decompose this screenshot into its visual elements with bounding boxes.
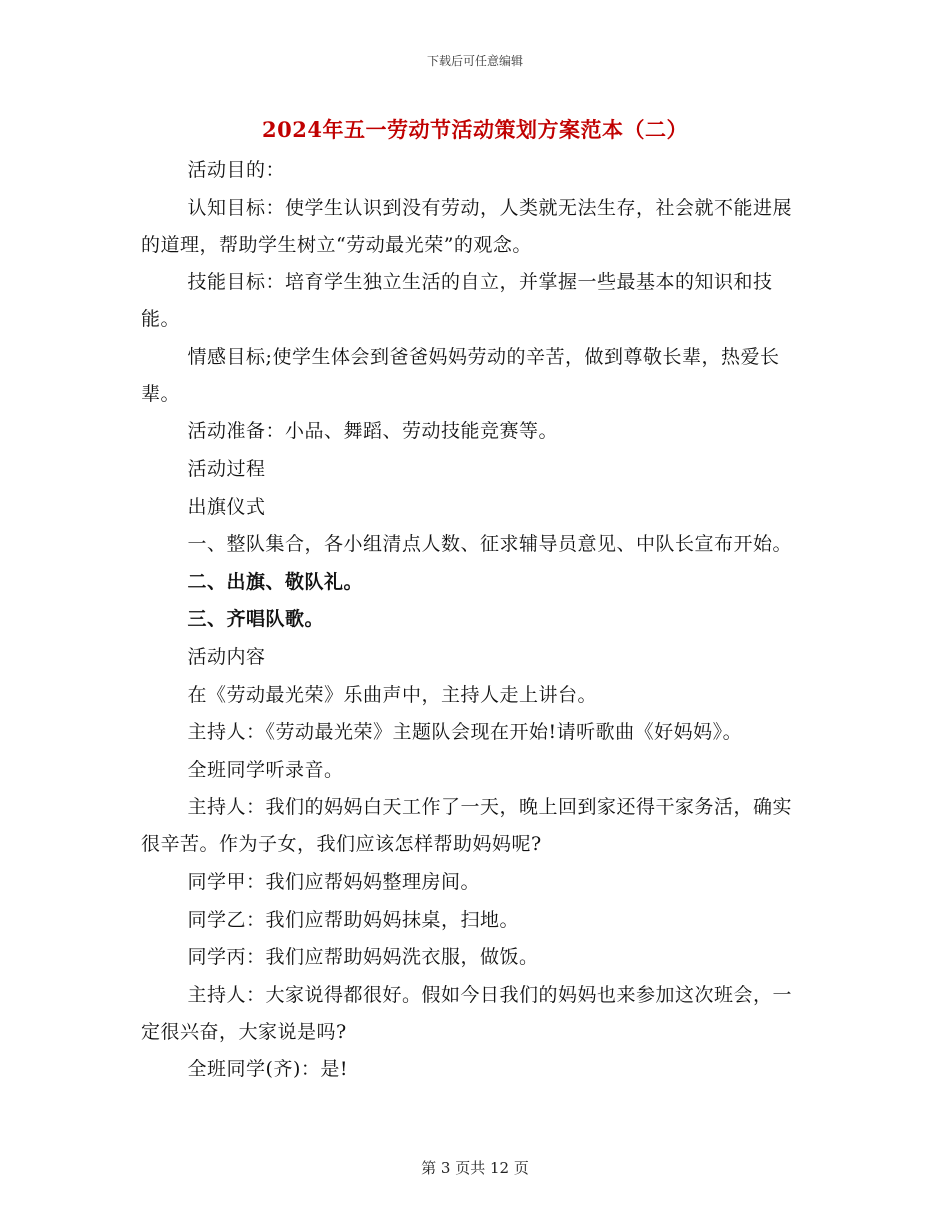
paragraph: 全班同学(齐)：是! xyxy=(187,1058,349,1081)
paragraph: 同学甲：我们应帮妈妈整理房间。 xyxy=(187,870,481,893)
paragraph: 出旗仪式 xyxy=(187,495,266,518)
document-body xyxy=(141,152,811,1089)
paragraph: 活动过程 xyxy=(187,457,266,480)
paragraph: 主持人：我们的妈妈白天工作了一天，晚上回到家还得干家务活，确实很辛苦。作为子女，我们应该怎样帮助妈妈呢? xyxy=(141,796,793,856)
paragraph: 二、出旗、敬队礼。 xyxy=(187,570,364,593)
paragraph: 三、齐唱队歌。 xyxy=(187,608,325,631)
paragraph: 主持人：《劳动最光荣》主题队会现在开始!请听歌曲《好妈妈》。 xyxy=(187,721,743,744)
paragraph: 一、整队集合，各小组清点人数、征求辅导员意见、中队长宣布开始。 xyxy=(187,533,793,556)
paragraph: 主持人：大家说得都很好。假如今日我们的妈妈也来参加这次班会，一定很兴奋，大家说是吗? xyxy=(141,983,793,1043)
paragraph: 在《劳动最光荣》乐曲声中，主持人走上讲台。 xyxy=(187,683,598,706)
paragraph: 技能目标：培育学生独立生活的自立，并掌握一些最基本的知识和技能。 xyxy=(141,271,773,331)
paragraph: 同学乙：我们应帮助妈妈抹桌，扫地。 xyxy=(187,908,520,931)
paragraph: 全班同学听录音。 xyxy=(187,758,344,781)
document-title: 2024年五一劳动节活动策划方案范本（二） xyxy=(262,117,688,142)
paragraph: 认知目标：使学生认识到没有劳动，人类就无法生存，社会就不能进展的道理，帮助学生树立“劳动最光荣”的观念。 xyxy=(141,196,793,256)
page-number: 第 3 页共 12 页 xyxy=(421,1159,529,1177)
paragraph: 同学丙：我们应帮助妈妈洗衣服，做饭。 xyxy=(187,946,539,969)
paragraph: 活动目的： xyxy=(187,159,286,181)
paragraph: 活动准备：小品、舞蹈、劳动技能竞赛等。 xyxy=(187,420,559,443)
header-note: 下载后可任意编辑 xyxy=(426,54,523,68)
paragraph: 情感目标;使学生体会到爸爸妈妈劳动的辛苦，做到尊敬长辈，热爱长辈。 xyxy=(141,345,780,405)
paragraph: 活动内容 xyxy=(187,645,266,668)
